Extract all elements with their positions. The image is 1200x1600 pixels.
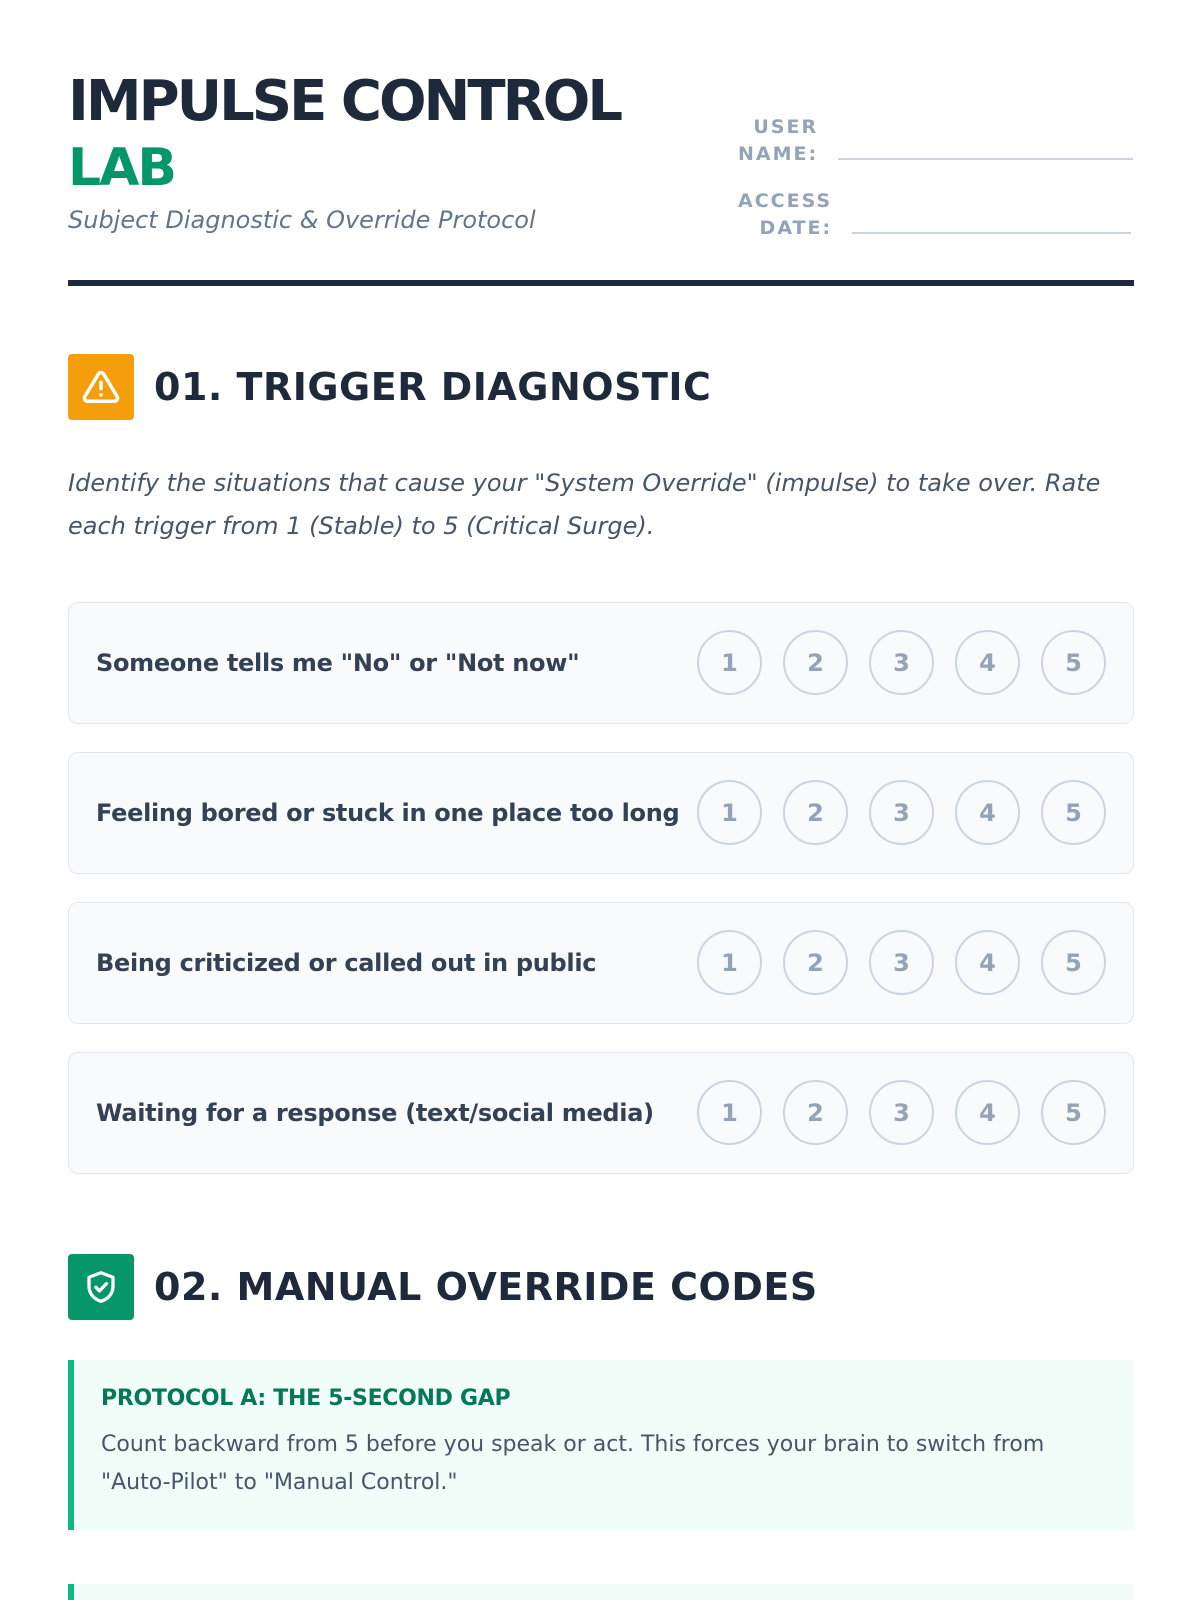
subtitle: Subject Diagnostic & Override Protocol: [68, 206, 536, 234]
rating-option-3[interactable]: 3: [869, 630, 934, 695]
rating-option-4[interactable]: 4: [955, 780, 1020, 845]
rating-option-5[interactable]: 5: [1041, 780, 1106, 845]
rating-option-5[interactable]: 5: [1041, 930, 1106, 995]
rating-scale: [697, 1080, 1106, 1145]
protocol-card: [68, 1360, 1134, 1530]
trigger-row: [68, 902, 1134, 1024]
rating-option-1[interactable]: 1: [697, 1080, 762, 1145]
rating-option-5[interactable]: 5: [1041, 630, 1106, 695]
protocol-card-partial: [68, 1584, 1134, 1600]
trigger-label: Being criticized or called out in public: [96, 949, 597, 977]
rating-option-1[interactable]: 1: [697, 630, 762, 695]
rating-option-4[interactable]: 4: [955, 1080, 1020, 1145]
trigger-row: [68, 752, 1134, 874]
rating-option-3[interactable]: 3: [869, 930, 934, 995]
rating-option-5[interactable]: 5: [1041, 1080, 1106, 1145]
section-title: 02. MANUAL OVERRIDE CODES: [154, 1265, 818, 1309]
trigger-label: Feeling bored or stuck in one place too long: [96, 799, 680, 827]
rating-scale: [697, 780, 1106, 845]
user-name-field[interactable]: [738, 114, 1133, 168]
header: [68, 70, 1134, 240]
rating-option-3[interactable]: 3: [869, 780, 934, 845]
rating-option-1[interactable]: 1: [697, 930, 762, 995]
section-trigger-diagnostic-heading: [68, 354, 711, 420]
protocol-title: PROTOCOL A: THE 5-SECOND GAP: [101, 1386, 511, 1411]
access-date-input-line[interactable]: [852, 232, 1131, 234]
trigger-label: Someone tells me "No" or "Not now": [96, 649, 580, 677]
user-name-input-line[interactable]: [838, 158, 1133, 160]
protocol-description: Count backward from 5 before you speak or act. This forces your brain to switch from "Auto-Pilot" to "Manual Control.": [101, 1432, 1045, 1495]
trigger-label: Waiting for a response (text/social media): [96, 1099, 654, 1127]
shield-check-icon: [68, 1254, 134, 1320]
rating-option-3[interactable]: 3: [869, 1080, 934, 1145]
trigger-row: [68, 602, 1134, 724]
rating-option-2[interactable]: 2: [783, 630, 848, 695]
access-date-label: ACCESS DATE:: [738, 190, 833, 239]
section-title: 01. TRIGGER DIAGNOSTIC: [154, 365, 712, 409]
rating-scale: [697, 630, 1106, 695]
rating-scale: [697, 930, 1106, 995]
rating-option-2[interactable]: 2: [783, 930, 848, 995]
user-name-label: USER NAME:: [738, 116, 819, 165]
worksheet-page: [68, 0, 1134, 1600]
trigger-row: [68, 1052, 1134, 1174]
rating-option-2[interactable]: 2: [783, 780, 848, 845]
rating-option-4[interactable]: 4: [955, 930, 1020, 995]
title-primary: IMPULSE CONTROL: [68, 69, 621, 134]
section-override-codes-heading: [68, 1254, 818, 1320]
warning-icon: [68, 354, 134, 420]
rating-option-4[interactable]: 4: [955, 630, 1020, 695]
section-intro: Identify the situations that cause your "System Override" (impulse) to take over. Rate each trigger from 1 (Stable) to 5 (Critical Surge).: [68, 469, 1101, 540]
title-accent: LAB: [68, 138, 176, 198]
header-divider: [68, 280, 1134, 286]
access-date-field[interactable]: [738, 188, 1131, 242]
rating-option-1[interactable]: 1: [697, 780, 762, 845]
rating-option-2[interactable]: 2: [783, 1080, 848, 1145]
